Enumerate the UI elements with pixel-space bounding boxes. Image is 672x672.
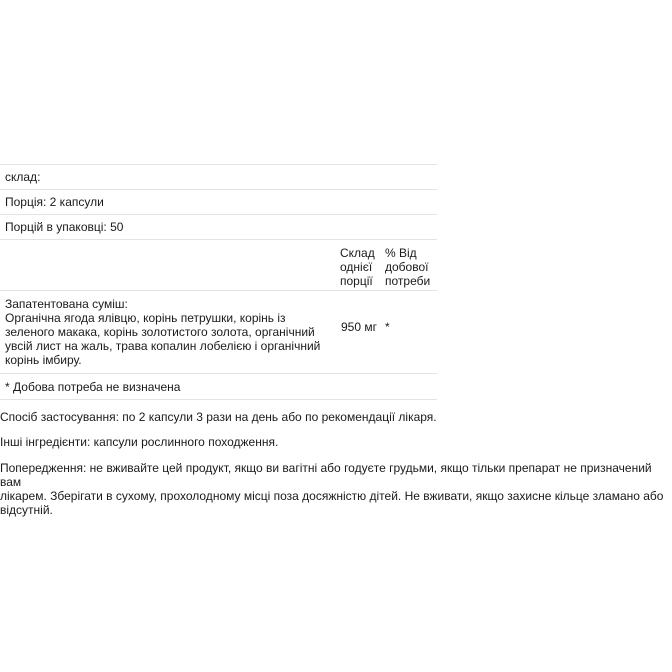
amount-per-serving-header: Склад однієї порції — [340, 246, 375, 288]
blend-row — [0, 291, 437, 374]
serving-size: Порція: 2 капсули — [5, 195, 104, 209]
blend-ingredients: Органічна ягода ялівцю, корінь петрушки, корінь із зеленого макака, корінь золотистого золота, органічний увсій лист на жаль, трава копалин лобелією і органічний корінь імбиру. — [5, 311, 321, 367]
daily-value-header: % Від добової потреби — [385, 246, 431, 288]
servings-per-container-row — [0, 215, 437, 240]
supplement-facts-table — [0, 164, 437, 400]
table-header-row — [0, 240, 437, 291]
blend-description — [5, 297, 335, 367]
blend-daily-value: * — [385, 320, 390, 334]
composition-label: склад: — [5, 170, 41, 184]
footnote-row — [0, 374, 437, 400]
blend-amount: 950 мг — [341, 320, 377, 334]
usage-paragraph: Спосіб застосування: по 2 капсули 3 рази на день або по рекомендації лікаря. — [0, 410, 437, 424]
blend-name: Запатентована суміш: — [5, 297, 128, 311]
composition-row — [0, 165, 437, 190]
servings-per-container: Порцій в упаковці: 50 — [5, 220, 124, 234]
footnote: * Добова потреба не визначена — [5, 380, 181, 394]
warning-paragraph: Попередження: не вживайте цей продукт, якщо ви вагітні або годуєте грудьми, якщо тільки препарат не призначений вам лікарем. Зберігати в сухому, прохолодному місці поза досяжністю дітей. Не вживати, якщо захисне кільце зламано або відсутній. — [0, 461, 664, 517]
serving-size-row — [0, 190, 437, 215]
other-ingredients-paragraph: Інші інгредієнти: капсули рослинного походження. — [0, 435, 279, 449]
